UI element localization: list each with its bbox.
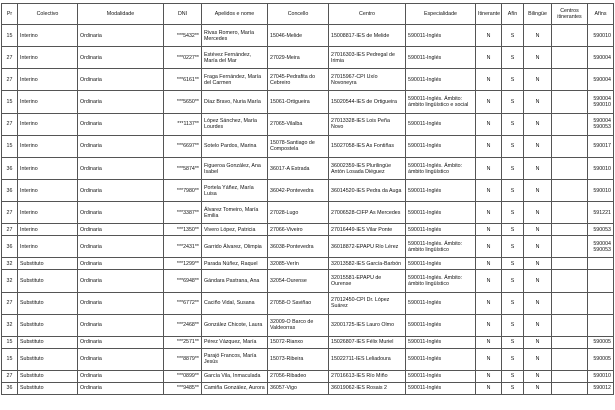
afins-cell: 590010 — [588, 25, 614, 47]
bilingue-cell: N — [524, 135, 552, 157]
centro-cell: 27016449-IES Vilar Ponte — [329, 224, 406, 236]
table-row — [2, 113, 614, 135]
modalidade-cell: Ordinaria — [78, 314, 164, 336]
dni-cell: ***0227** — [164, 47, 202, 69]
nome-cell: Figueroa González, Ana Isabel — [202, 157, 268, 179]
concello-cell: 15061-Ortigueira — [268, 91, 329, 113]
centro-cell: 15008817-IES de Melide — [329, 25, 406, 47]
column-header-colectivo: Colectivo — [18, 4, 78, 25]
dni-cell: ***6697** — [164, 135, 202, 157]
itinerante-cell: N — [476, 370, 502, 382]
modalidade-cell: Ordinaria — [78, 47, 164, 69]
afin-cell: S — [502, 91, 524, 113]
pr-cell: 32 — [2, 270, 18, 292]
especialidade-cell: 590011-Inglés — [406, 47, 476, 69]
itinerante-cell: N — [476, 314, 502, 336]
nome-cell: García Vila, Inmaculada — [202, 370, 268, 382]
column-header-concello: Concello — [268, 4, 329, 25]
modalidade-cell: Ordinaria — [78, 382, 164, 394]
centro-cell: 15027058-IES As Fontiñas — [329, 135, 406, 157]
modalidade-cell: Ordinaria — [78, 236, 164, 258]
itinerante-cell: N — [476, 157, 502, 179]
concello-cell: 32054-Ourense — [268, 270, 329, 292]
itinerante-cell: N — [476, 348, 502, 370]
bilingue-cell: N — [524, 370, 552, 382]
colectivo-cell: Interino — [18, 69, 78, 91]
afin-cell: S — [502, 236, 524, 258]
centro-cell: 32001725-IES Lauro Olmo — [329, 314, 406, 336]
pr-cell: 15 — [2, 91, 18, 113]
pr-cell: 15 — [2, 135, 18, 157]
nome-cell: Rivas Romero, María Mercedes — [202, 25, 268, 47]
dni-cell: ***6161** — [164, 69, 202, 91]
bilingue-cell: N — [524, 180, 552, 202]
dni-cell: ***6948** — [164, 270, 202, 292]
colectivo-cell: Substituto — [18, 292, 78, 314]
column-header-modalidade: Modalidade — [78, 4, 164, 25]
table-row — [2, 314, 614, 336]
column-header-pr: Pr — [2, 4, 18, 25]
nome-cell: Parada Núñez, Raquel — [202, 258, 268, 270]
afin-cell: S — [502, 113, 524, 135]
concello-cell: 27065-Vilalba — [268, 113, 329, 135]
modalidade-cell: Ordinaria — [78, 135, 164, 157]
centros-itinerantes-cell — [552, 258, 588, 270]
modalidade-cell: Ordinaria — [78, 113, 164, 135]
especialidade-cell: 590011-Inglés. Ámbito: ámbito lingüístico — [406, 270, 476, 292]
table-row — [2, 135, 614, 157]
afin-cell: S — [502, 270, 524, 292]
bilingue-cell: N — [524, 336, 552, 348]
table-row — [2, 180, 614, 202]
table-row — [2, 69, 614, 91]
concello-cell: 15078-Santiago de Compostela — [268, 135, 329, 157]
itinerante-cell: N — [476, 292, 502, 314]
concello-cell: 15072-Rianxo — [268, 336, 329, 348]
concello-cell: 36042-Pontevedra — [268, 180, 329, 202]
pr-cell: 27 — [2, 69, 18, 91]
bilingue-cell: N — [524, 47, 552, 69]
centros-itinerantes-cell — [552, 25, 588, 47]
afin-cell: S — [502, 47, 524, 69]
table-row — [2, 292, 614, 314]
afins-cell: 590010 — [588, 180, 614, 202]
bilingue-cell: N — [524, 348, 552, 370]
dni-cell: ***8879** — [164, 348, 202, 370]
table-row — [2, 270, 614, 292]
bilingue-cell: N — [524, 270, 552, 292]
afins-cell: 590053 — [588, 224, 614, 236]
itinerante-cell: N — [476, 113, 502, 135]
centro-cell: 27012450-CPI Dr. López Suárez — [329, 292, 406, 314]
bilingue-cell: N — [524, 382, 552, 394]
itinerante-cell: N — [476, 202, 502, 224]
modalidade-cell: Ordinaria — [78, 292, 164, 314]
afin-cell: S — [502, 348, 524, 370]
nome-cell: Estévez Fernández, María del Mar — [202, 47, 268, 69]
colectivo-cell: Interino — [18, 157, 78, 179]
especialidade-cell: 590011-Inglés — [406, 113, 476, 135]
especialidade-cell: 590011-Inglés — [406, 292, 476, 314]
table-header — [2, 4, 614, 25]
afin-cell: S — [502, 292, 524, 314]
nome-cell: Díaz Bravo, Nuria María — [202, 91, 268, 113]
dni-cell: ***1137** — [164, 113, 202, 135]
afins-cell: 590010 — [588, 157, 614, 179]
dni-cell: ***9485** — [164, 382, 202, 394]
bilingue-cell: N — [524, 25, 552, 47]
table-row — [2, 202, 614, 224]
table-row — [2, 47, 614, 69]
afin-cell: S — [502, 25, 524, 47]
afins-cell — [588, 314, 614, 336]
column-header-especialidade: Especialidade — [406, 4, 476, 25]
modalidade-cell: Ordinaria — [78, 157, 164, 179]
afins-cell: 590012 — [588, 382, 614, 394]
bilingue-cell: N — [524, 258, 552, 270]
centros-itinerantes-cell — [552, 113, 588, 135]
concello-cell: 27028-Lugo — [268, 202, 329, 224]
dni-cell: ***2468** — [164, 314, 202, 336]
itinerante-cell: N — [476, 25, 502, 47]
afins-cell — [588, 270, 614, 292]
nome-cell: Vivero López, Patricia — [202, 224, 268, 236]
modalidade-cell: Ordinaria — [78, 224, 164, 236]
table-row — [2, 348, 614, 370]
afins-cell: 590005 — [588, 348, 614, 370]
column-header-centro: Centro — [329, 4, 406, 25]
dni-cell: ***2571** — [164, 336, 202, 348]
itinerante-cell: N — [476, 270, 502, 292]
colectivo-cell: Interino — [18, 202, 78, 224]
bilingue-cell: N — [524, 314, 552, 336]
especialidade-cell: 590011-Inglés — [406, 314, 476, 336]
nome-cell: Portela Yáñez, María Luisa — [202, 180, 268, 202]
bilingue-cell: N — [524, 91, 552, 113]
especialidade-cell: 590011-Inglés — [406, 258, 476, 270]
concello-cell: 32009-O Barco de Valdeorras — [268, 314, 329, 336]
table-row — [2, 91, 614, 113]
column-header-apelidos-e-nome: Apelidos e nome — [202, 4, 268, 25]
pr-cell: 36 — [2, 382, 18, 394]
centros-itinerantes-cell — [552, 336, 588, 348]
table-row — [2, 157, 614, 179]
table-row — [2, 336, 614, 348]
centros-itinerantes-cell — [552, 370, 588, 382]
afins-cell: 590004 — [588, 69, 614, 91]
table-body — [2, 25, 614, 395]
pr-cell: 36 — [2, 180, 18, 202]
especialidade-cell: 590011-Inglés — [406, 382, 476, 394]
especialidade-cell: 590011-Inglés — [406, 69, 476, 91]
column-header-dni: DNI — [164, 4, 202, 25]
pr-cell: 27 — [2, 47, 18, 69]
afin-cell: S — [502, 157, 524, 179]
centros-itinerantes-cell — [552, 270, 588, 292]
colectivo-cell: Interino — [18, 113, 78, 135]
dni-cell: ***5650** — [164, 91, 202, 113]
modalidade-cell: Ordinaria — [78, 348, 164, 370]
table-row — [2, 382, 614, 394]
afins-cell: 590010 — [588, 370, 614, 382]
itinerante-cell: N — [476, 258, 502, 270]
centro-cell: 36018872-EPAPU Río Lérez — [329, 236, 406, 258]
centro-cell: 15022711-IES Leliadoura — [329, 348, 406, 370]
modalidade-cell: Ordinaria — [78, 180, 164, 202]
centros-itinerantes-cell — [552, 348, 588, 370]
nome-cell: Camiña González, Aurora — [202, 382, 268, 394]
concello-cell: 15073-Ribeira — [268, 348, 329, 370]
bilingue-cell: N — [524, 69, 552, 91]
especialidade-cell: 590011-Inglés — [406, 336, 476, 348]
pr-cell: 15 — [2, 336, 18, 348]
bilingue-cell: N — [524, 113, 552, 135]
centros-itinerantes-cell — [552, 292, 588, 314]
centros-itinerantes-cell — [552, 47, 588, 69]
especialidade-cell: 590011-Inglés. Ámbito: ámbito lingüístico e social — [406, 91, 476, 113]
column-header-centros-itinerantes: Centros itinerantes — [552, 4, 588, 25]
bilingue-cell: N — [524, 224, 552, 236]
afin-cell: S — [502, 202, 524, 224]
modalidade-cell: Ordinaria — [78, 69, 164, 91]
concello-cell: 15046-Melide — [268, 25, 329, 47]
itinerante-cell: N — [476, 336, 502, 348]
afin-cell: S — [502, 135, 524, 157]
bilingue-cell: N — [524, 157, 552, 179]
colectivo-cell: Interino — [18, 180, 78, 202]
nome-cell: Álvarez Tomeiro, María Emilia — [202, 202, 268, 224]
colectivo-cell: Interino — [18, 47, 78, 69]
centros-itinerantes-cell — [552, 236, 588, 258]
modalidade-cell: Ordinaria — [78, 25, 164, 47]
concello-cell: 36038-Pontevedra — [268, 236, 329, 258]
modalidade-cell: Ordinaria — [78, 336, 164, 348]
pr-cell: 32 — [2, 314, 18, 336]
column-header-afins: Afíns — [588, 4, 614, 25]
centro-cell: 36014520-IES Pedra da Auga — [329, 180, 406, 202]
table-row — [2, 258, 614, 270]
centro-cell: 27013328-IES Lois Peña Novo — [329, 113, 406, 135]
dni-cell: ***5874** — [164, 157, 202, 179]
nome-cell: Caciño Vidal, Susana — [202, 292, 268, 314]
bilingue-cell: N — [524, 202, 552, 224]
afin-cell: S — [502, 224, 524, 236]
pr-cell: 36 — [2, 236, 18, 258]
nome-cell: Fraga Fernández, María del Carmen — [202, 69, 268, 91]
assignments-table — [1, 3, 614, 395]
especialidade-cell: 590011-Inglés. Ámbito: ámbito lingüístico — [406, 157, 476, 179]
itinerante-cell: N — [476, 135, 502, 157]
pr-cell: 27 — [2, 113, 18, 135]
bilingue-cell: N — [524, 292, 552, 314]
table-row — [2, 236, 614, 258]
centro-cell: 32015581-EPAPU de Ourense — [329, 270, 406, 292]
especialidade-cell: 590011-Inglés — [406, 180, 476, 202]
centro-cell: 36002359-IES Plurilingüe Antón Losada Diéguez — [329, 157, 406, 179]
column-header-itinerante: Itinerante — [476, 4, 502, 25]
modalidade-cell: Ordinaria — [78, 91, 164, 113]
pr-cell: 27 — [2, 370, 18, 382]
dni-cell: ***0899** — [164, 370, 202, 382]
colectivo-cell: Interino — [18, 224, 78, 236]
afins-cell: 590005 — [588, 336, 614, 348]
dni-cell: ***3387** — [164, 202, 202, 224]
afin-cell: S — [502, 180, 524, 202]
afin-cell: S — [502, 382, 524, 394]
pr-cell: 27 — [2, 292, 18, 314]
nome-cell: González Chicote, Laura — [202, 314, 268, 336]
table-row — [2, 25, 614, 47]
centros-itinerantes-cell — [552, 202, 588, 224]
centro-cell: 32013582-IES García-Barbón — [329, 258, 406, 270]
especialidade-cell: 590011-Inglés — [406, 370, 476, 382]
dni-cell: ***6772** — [164, 292, 202, 314]
afins-cell: 590004 590053 — [588, 236, 614, 258]
centros-itinerantes-cell — [552, 382, 588, 394]
centro-cell: 36019062-IES Rosais 2 — [329, 382, 406, 394]
table-row — [2, 370, 614, 382]
centro-cell: 15020544-IES de Ortigueira — [329, 91, 406, 113]
modalidade-cell: Ordinaria — [78, 270, 164, 292]
itinerante-cell: N — [476, 224, 502, 236]
pr-cell: 27 — [2, 202, 18, 224]
itinerante-cell: N — [476, 91, 502, 113]
centros-itinerantes-cell — [552, 157, 588, 179]
afins-cell: 590004 590053 — [588, 113, 614, 135]
nome-cell: Gándara Pastrana, Ana — [202, 270, 268, 292]
centro-cell: 27016303-IES Pedregal de Irimia — [329, 47, 406, 69]
header-row — [2, 4, 614, 25]
colectivo-cell: Substituto — [18, 370, 78, 382]
modalidade-cell: Ordinaria — [78, 370, 164, 382]
centros-itinerantes-cell — [552, 314, 588, 336]
table-row — [2, 224, 614, 236]
centro-cell: 27006528-CIFP As Mercedes — [329, 202, 406, 224]
dni-cell: ***1350** — [164, 224, 202, 236]
afin-cell: S — [502, 314, 524, 336]
itinerante-cell: N — [476, 69, 502, 91]
dni-cell: ***1299** — [164, 258, 202, 270]
afin-cell: S — [502, 258, 524, 270]
afins-cell: 591221 — [588, 202, 614, 224]
colectivo-cell: Substituto — [18, 314, 78, 336]
bilingue-cell: N — [524, 236, 552, 258]
concello-cell: 27029-Meira — [268, 47, 329, 69]
nome-cell: López Sánchez, María Lourdes — [202, 113, 268, 135]
colectivo-cell: Interino — [18, 236, 78, 258]
afins-cell — [588, 292, 614, 314]
concello-cell: 27045-Pedrafita do Cebreiro — [268, 69, 329, 91]
colectivo-cell: Substituto — [18, 348, 78, 370]
modalidade-cell: Ordinaria — [78, 202, 164, 224]
centros-itinerantes-cell — [552, 91, 588, 113]
afins-cell: 590004 — [588, 47, 614, 69]
concello-cell: 27058-O Saviñao — [268, 292, 329, 314]
centros-itinerantes-cell — [552, 135, 588, 157]
especialidade-cell: 590011-Inglés. Ámbito: ámbito lingüístico — [406, 236, 476, 258]
colectivo-cell: Substituto — [18, 382, 78, 394]
concello-cell: 36057-Vigo — [268, 382, 329, 394]
pr-cell: 15 — [2, 348, 18, 370]
colectivo-cell: Interino — [18, 135, 78, 157]
centros-itinerantes-cell — [552, 180, 588, 202]
especialidade-cell: 590011-Inglés — [406, 224, 476, 236]
centro-cell: 27016613-IES Río Miño — [329, 370, 406, 382]
concello-cell: 27066-Viveiro — [268, 224, 329, 236]
afin-cell: S — [502, 370, 524, 382]
itinerante-cell: N — [476, 180, 502, 202]
pr-cell: 36 — [2, 157, 18, 179]
centros-itinerantes-cell — [552, 69, 588, 91]
itinerante-cell: N — [476, 236, 502, 258]
afin-cell: S — [502, 69, 524, 91]
pr-cell: 27 — [2, 224, 18, 236]
concello-cell: 27056-Ribadeo — [268, 370, 329, 382]
especialidade-cell: 590011-Inglés — [406, 25, 476, 47]
nome-cell: Parajó Francos, María Jesús — [202, 348, 268, 370]
especialidade-cell: 590011-Inglés — [406, 348, 476, 370]
itinerante-cell: N — [476, 47, 502, 69]
nome-cell: Pérez Vázquez, María — [202, 336, 268, 348]
afins-cell — [588, 258, 614, 270]
concello-cell: 36017-A Estrada — [268, 157, 329, 179]
nome-cell: Garrido Álvarez, Olimpia — [202, 236, 268, 258]
colectivo-cell: Interino — [18, 91, 78, 113]
modalidade-cell: Ordinaria — [78, 258, 164, 270]
dni-cell: ***2431** — [164, 236, 202, 258]
pr-cell: 15 — [2, 25, 18, 47]
centro-cell: 15026807-IES Félix Muriel — [329, 336, 406, 348]
nome-cell: Sotelo Pardos, Marina — [202, 135, 268, 157]
column-header-bilingue: Bilingüe — [524, 4, 552, 25]
afins-cell: 590017 — [588, 135, 614, 157]
dni-cell: ***7980** — [164, 180, 202, 202]
colectivo-cell: Substituto — [18, 258, 78, 270]
colectivo-cell: Interino — [18, 25, 78, 47]
especialidade-cell: 590011-Inglés — [406, 135, 476, 157]
afins-cell: 590004 590010 — [588, 91, 614, 113]
colectivo-cell: Substituto — [18, 270, 78, 292]
concello-cell: 32085-Verín — [268, 258, 329, 270]
centros-itinerantes-cell — [552, 224, 588, 236]
dni-cell: ***5432** — [164, 25, 202, 47]
colectivo-cell: Substituto — [18, 336, 78, 348]
afin-cell: S — [502, 336, 524, 348]
itinerante-cell: N — [476, 382, 502, 394]
especialidade-cell: 590011-Inglés — [406, 202, 476, 224]
column-header-afin: Afín — [502, 4, 524, 25]
pr-cell: 32 — [2, 258, 18, 270]
centro-cell: 27015967-CPI Uxío Novoneyra — [329, 69, 406, 91]
